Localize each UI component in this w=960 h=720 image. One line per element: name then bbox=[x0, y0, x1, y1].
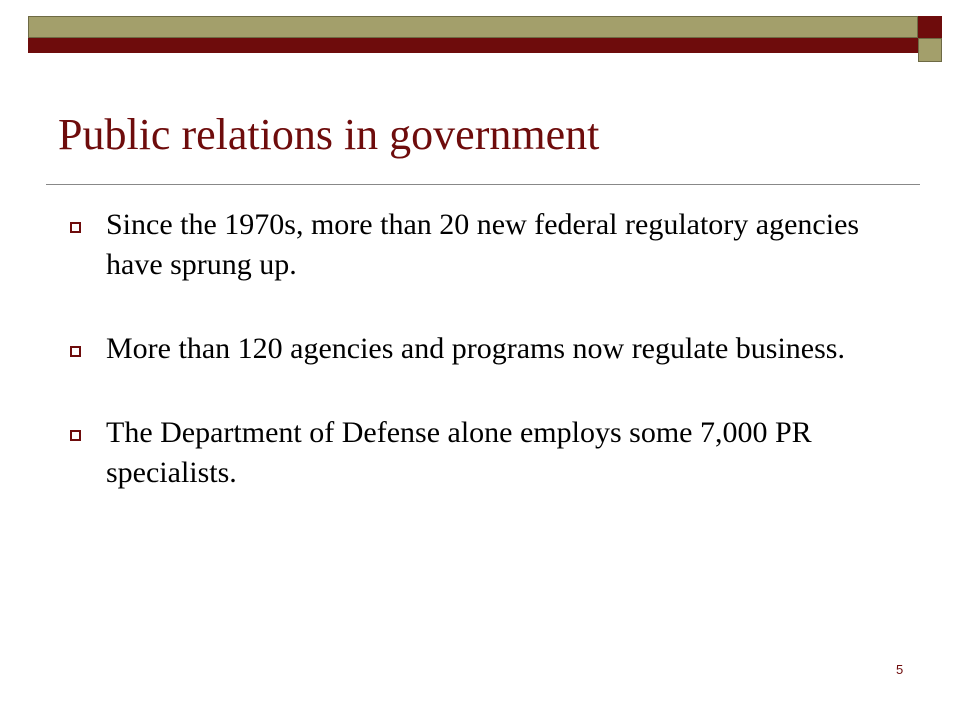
banner-maroon-stripe bbox=[28, 38, 918, 53]
banner-gap bbox=[28, 53, 918, 60]
hollow-square-bullet-icon bbox=[70, 222, 81, 233]
hollow-square-bullet-icon bbox=[70, 430, 81, 441]
banner-corner-maroon bbox=[918, 16, 942, 38]
bullet-list bbox=[58, 205, 908, 537]
bullet-item bbox=[58, 413, 908, 493]
banner-olive-stripe bbox=[28, 16, 918, 38]
slide-title: Public relations in government bbox=[58, 110, 600, 159]
header-banner bbox=[28, 16, 918, 60]
bullet-text: More than 120 agencies and programs now regulate business. bbox=[106, 332, 845, 365]
banner-corner-olive bbox=[918, 38, 942, 62]
bullet-text: The Department of Defense alone employs some 7,000 PR specialists. bbox=[106, 416, 812, 489]
title-divider bbox=[46, 184, 920, 185]
page-number: 5 bbox=[896, 662, 904, 677]
bullet-text: Since the 1970s, more than 20 new federal regulatory agencies have sprung up. bbox=[106, 208, 860, 281]
bullet-item bbox=[58, 329, 908, 369]
hollow-square-bullet-icon bbox=[70, 346, 81, 357]
bullet-item bbox=[58, 205, 908, 285]
